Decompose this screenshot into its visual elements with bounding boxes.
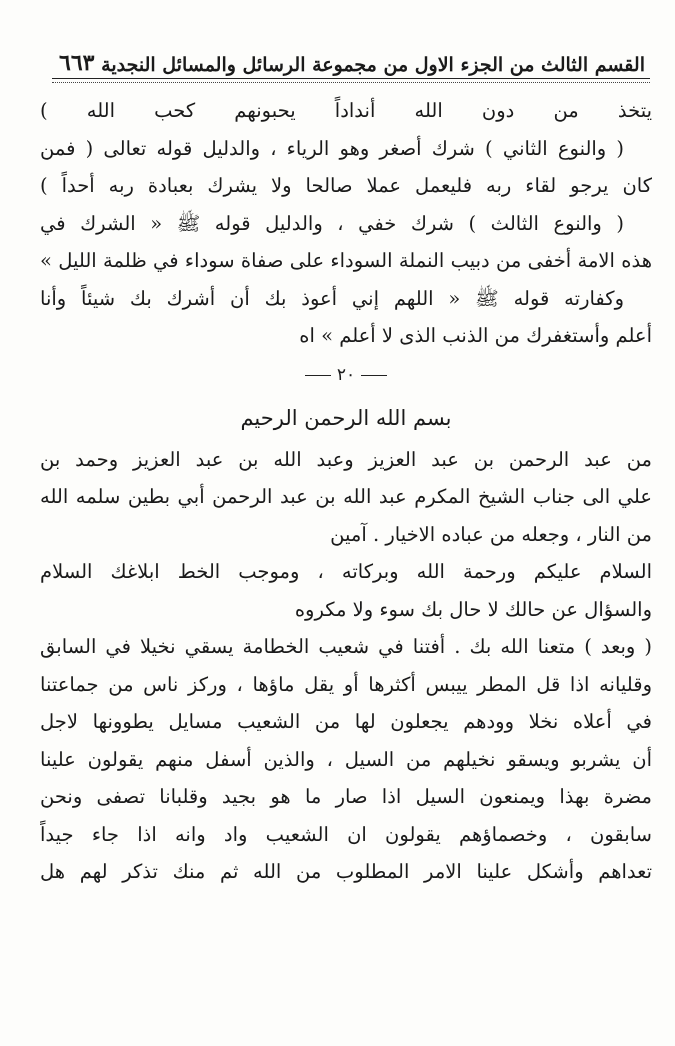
section-number: ٢٠ bbox=[336, 364, 356, 385]
text-line: أعلم وأستغفرك من الذنب الذى لا أعلم » اه bbox=[299, 324, 652, 347]
text-line: وكفارته قوله ﷺ « اللهم إني أعوذ بك أن أشرك بك شيئاً وأنا bbox=[40, 286, 624, 310]
running-title: القسم الثالث من الجزء الاول من مجموعة الرسائل والمسائل النجدية bbox=[101, 54, 645, 76]
header-rule bbox=[52, 78, 650, 79]
page-header bbox=[55, 42, 645, 76]
text-line: كان يرجو لقاء ربه فليعمل عملا صالحا ولا يشرك بعبادة ربه أحداً ) bbox=[40, 174, 652, 197]
text-line: يتخذ من دون الله أنداداً يحبونهم كحب الله ) bbox=[40, 99, 652, 122]
page-body bbox=[40, 92, 652, 891]
letter-line: ( وبعد ) متعنا الله بك . أفتنا في شعيب الخطامة يسقي نخيلا في السابق bbox=[40, 635, 652, 658]
text-line: هذه الامة أخفى من دبيب النملة السوداء على صفاة سوداء في ظلمة الليل » bbox=[40, 249, 652, 272]
divider-dash-left bbox=[305, 375, 331, 376]
divider-dash-right bbox=[361, 375, 387, 376]
letter-line: تعداهم وأشكل علينا الامر المطلوب من الله ثم منك تذكر لهم هل bbox=[40, 860, 652, 883]
letter-line: والسؤال عن حالك لا حال بك سوء ولا مكروه bbox=[294, 597, 652, 621]
letter-line: وقليانه اذا قل المطر ييبس أكثرها أو يقل ماؤها ، وركز ناس من جماعتنا bbox=[40, 672, 652, 696]
basmala-heading: بسم الله الرحمن الرحيم bbox=[240, 405, 452, 430]
letter-line: من عبد الرحمن بن عبد العزيز وعبد الله بن عبد العزيز وحمد بن bbox=[40, 447, 652, 471]
page-number: ٦٦٣ bbox=[59, 50, 95, 76]
letter-line: علي الى جناب الشيخ المكرم عبد الله بن عبد الرحمن أبي بطين سلمه الله bbox=[40, 485, 652, 508]
text-line: ( والنوع الثالث ) شرك خفي ، والدليل قوله ﷺ « الشرك في bbox=[40, 211, 624, 235]
section-divider bbox=[40, 355, 652, 395]
letter-line: مضرة بهذا ويمنعون السيل اذا صار ما هو بجيد وقلبانا تصفى ونحن bbox=[40, 785, 652, 808]
letter-line: في أعلاه نخلا وودهم يجعلون لها من الشعيب مسايل يطوونها لاجل bbox=[40, 710, 652, 733]
header-rule-dotted bbox=[52, 82, 650, 83]
letter-line: سابقون ، وخصماؤهم يقولون ان الشعيب واد وانه اذا جاء جيداً bbox=[40, 822, 652, 846]
letter-line: السلام عليكم ورحمة الله وبركاته ، وموجب الخط ابلاغك السلام bbox=[40, 560, 652, 583]
text-line: ( والنوع الثاني ) شرك أصغر وهو الرياء ، والدليل قوله تعالى ( فمن bbox=[40, 136, 624, 160]
letter-line: من النار ، وجعله من عباده الاخيار . آمين bbox=[330, 522, 652, 546]
letter-line: أن يشربو ويسقو نخيلهم من السيل ، والذين أسفل منهم يقولون علينا bbox=[40, 747, 652, 771]
